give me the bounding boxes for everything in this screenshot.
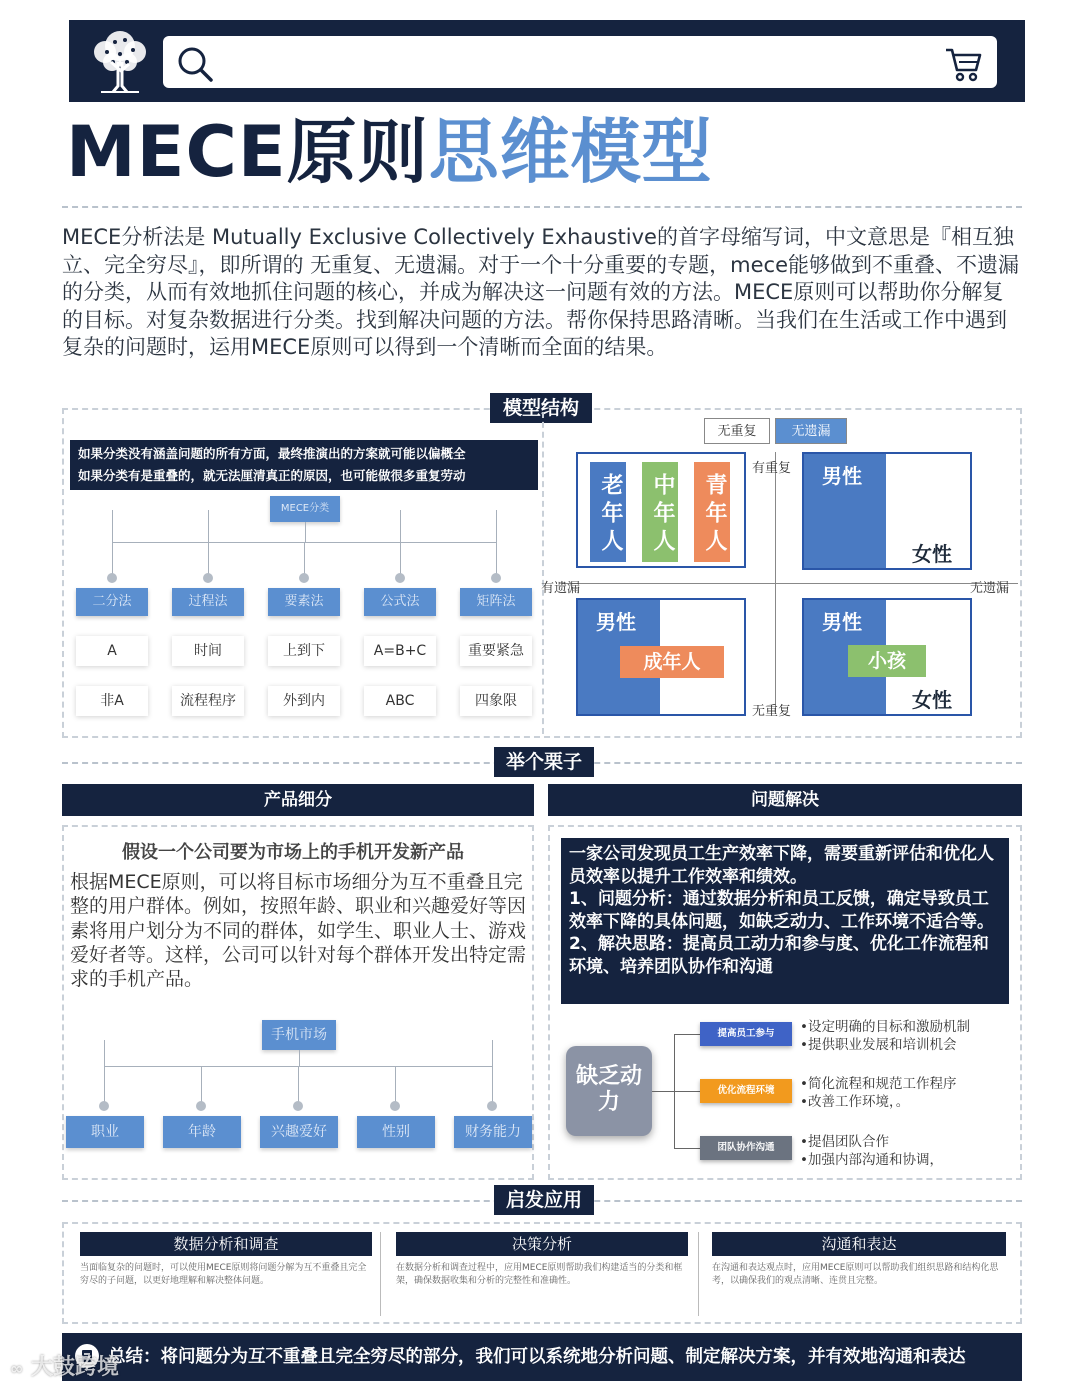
segment-middle-aged: 中年人 (642, 462, 678, 562)
axis-label-left: 有遗漏 (541, 581, 581, 596)
legend-no-duplicate: 无重复 (704, 418, 770, 444)
problem-solving-header: 问题解决 (548, 784, 1022, 816)
segment-node: 年龄 (163, 1116, 241, 1148)
method-example-cell: 流程程序 (172, 686, 244, 716)
method-process: 过程法 (172, 588, 244, 616)
segment-node: 财务能力 (454, 1116, 532, 1148)
label-male: 男性 (596, 610, 636, 634)
branch-bullets (800, 1018, 970, 1054)
connector (674, 1034, 700, 1035)
card-title: 决策分析 (396, 1232, 688, 1256)
axis-label-top: 有重复 (752, 461, 792, 476)
method-example-cell: 四象限 (460, 686, 532, 716)
node-dot (196, 1101, 206, 1111)
method-example-cell: ABC (364, 686, 436, 716)
label-male: 男性 (822, 610, 862, 634)
connector (298, 1066, 299, 1106)
tree-logo-icon (87, 26, 153, 96)
method-example-cell: 重要紧急 (460, 636, 532, 666)
page-title (66, 110, 713, 194)
connector (112, 510, 113, 578)
search-icon[interactable] (175, 44, 215, 84)
watermark (10, 1350, 119, 1381)
connector (652, 1091, 674, 1092)
summary-text: 总结：将问题分为互不重叠且完全穷尽的部分，我们可以系统地分析问题、制定解决方案，并有效地沟通和表达 (108, 1347, 966, 1367)
card-title: 沟通和表达 (712, 1232, 1006, 1256)
method-formula: 公式法 (364, 588, 436, 616)
bullet: •设定明确的目标和激励机制 (800, 1019, 970, 1035)
method-example-cell: 时间 (172, 636, 244, 666)
axis-label-bottom: 无重复 (752, 704, 792, 719)
label-child: 小孩 (848, 645, 926, 677)
connector (496, 510, 497, 578)
segment-elderly: 老年人 (590, 462, 626, 562)
connector (104, 1040, 105, 1106)
connector (201, 1066, 202, 1106)
connector (400, 510, 401, 578)
label-female: 女性 (912, 688, 952, 712)
mece-root-node: MECE分类 (270, 496, 340, 522)
application-label: 启发应用 (494, 1185, 594, 1215)
node-dot (299, 573, 309, 583)
method-example-cell: A (76, 636, 148, 666)
watermark-logo-icon: ∞ (10, 1359, 24, 1378)
bullet: •提供职业发展和培训机会 (800, 1037, 957, 1053)
connector (395, 1066, 396, 1106)
segment-young: 青年人 (694, 462, 730, 562)
axis-label-right: 无遗漏 (970, 581, 1010, 596)
label-adult: 成年人 (620, 646, 724, 678)
branch-tag-process: 优化流程环境 (700, 1079, 792, 1103)
title-accent: 思维模型 (428, 111, 713, 193)
vertical-axis (775, 452, 776, 714)
node-dot (99, 1101, 109, 1111)
card-text: 在沟通和表达观点时，应用MECE原则可以帮助我们组织思路和结构化思考，以确保我们的观点清晰、连贯且完整。 (712, 1263, 999, 1286)
method-example-cell: 非A (76, 686, 148, 716)
card-title: 数据分析和调查 (80, 1232, 372, 1256)
node-dot (203, 573, 213, 583)
node-dot (390, 1101, 400, 1111)
card-text: 在数据分析和调查过程中，应用MECE原则帮助我们构建适当的分类和框架，确保数据收集和分析的完整性和准确性。 (396, 1263, 683, 1286)
bullet: •提倡团队合作 (800, 1134, 889, 1150)
connector (674, 1091, 700, 1092)
intro-paragraph: MECE分析法是 Mutually Exclusive Collectively Exhaustive的首字母缩写词，中文意思是『相互独立、完全穷尽』，即所谓的 无重复、无遗漏。对于一个十分重要的专题，mece能够做到不重叠、不遗漏的分类，从而有效地抓住问题的核心，并成为解决这一问题有效的方法。MECE原则可以帮助你分解复的目标。对复杂数据进行分类。找到解决问题的方法。帮你保持思路清晰。当我们在生活或工作中遇到复杂的问题时，运用MECE原则可以得到一个清晰而全面的结果。 (62, 225, 1020, 359)
label-female: 女性 (912, 542, 952, 566)
warning-line-1: 如果分类没有涵盖问题的所有方面，最终推演出的方案就可能以偏概全 (78, 446, 466, 461)
branch-bullets (800, 1075, 956, 1111)
bullet: •加强内部沟通和协调， (800, 1152, 943, 1168)
problem-description: 一家公司发现员工生产效率下降，需要重新评估和优化人员效率以提升工作效率和绩效。 1、问题分析：通过数据分析和员工反馈，确定导致员工效率下降的具体问题，如缺乏动力、工作环境不适合等。 2、解决思路：提高员工动力和参与度、优化工作流程和环境、培养团队协作和沟通 (561, 838, 1009, 1004)
connector (492, 1040, 493, 1106)
model-structure-label: 模型结构 (490, 393, 592, 423)
title-main: MECE原则 (66, 111, 429, 193)
search-input[interactable] (163, 36, 997, 88)
example-body: 根据MECE原则，可以将目标市场细分为互不重叠且完整的用户群体。例如，按照年龄、职业和兴趣爱好等因素将用户划分为不同的群体，如学生、职业人士、游戏爱好者等。这样，公司可以针对每个群体开发出特定需求的手机产品。 (70, 871, 527, 991)
legend-no-omission: 无遗漏 (775, 418, 847, 444)
divider (380, 1232, 381, 1316)
method-dichotomy: 二分法 (76, 588, 148, 616)
cart-icon[interactable] (943, 44, 983, 84)
node-dot (293, 1101, 303, 1111)
bullet: •简化流程和规范工作程序 (800, 1076, 957, 1092)
node-dot (395, 573, 405, 583)
segment-node: 性别 (357, 1116, 435, 1148)
summary-bar (62, 1333, 1022, 1381)
connector (305, 522, 306, 542)
node-dot (107, 573, 117, 583)
branch-bullets (800, 1133, 943, 1169)
watermark-text: 大鼓跨境 (31, 1355, 120, 1380)
connector (208, 510, 209, 578)
phone-market-node: 手机市场 (262, 1020, 336, 1050)
branch-tag-engagement: 提高员工参与 (700, 1022, 792, 1046)
divider (62, 206, 1022, 208)
method-example-cell: 外到内 (268, 686, 340, 716)
label-male: 男性 (822, 464, 862, 488)
top-bar (69, 20, 1025, 102)
node-dot (491, 573, 501, 583)
method-matrix: 矩阵法 (460, 588, 532, 616)
branch-tag-teamwork: 团队协作沟通 (700, 1136, 792, 1160)
card-text: 当面临复杂的问题时，可以使用MECE原则将问题分解为互不重叠且完全穷尽的子问题，以更好地理解和解决整体问题。 (80, 1263, 367, 1286)
example-subtitle: 假设一个公司要为市场上的手机开发新产品 (122, 842, 464, 863)
connector (674, 1148, 700, 1149)
warning-note (70, 440, 538, 490)
example-label: 举个栗子 (494, 747, 594, 777)
method-example-cell: A=B+C (364, 636, 436, 666)
method-element: 要素法 (268, 588, 340, 616)
segment-node: 职业 (66, 1116, 144, 1148)
connector (299, 1050, 300, 1066)
bullet: •改善工作环境，。 (800, 1094, 910, 1110)
method-example-cell: 上到下 (268, 636, 340, 666)
segment-node: 兴趣爱好 (260, 1116, 338, 1148)
node-dot (487, 1101, 497, 1111)
horizontal-axis (562, 583, 1018, 584)
product-segmentation-header: 产品细分 (62, 784, 534, 816)
divider (542, 412, 544, 734)
divider (698, 1232, 699, 1316)
lack-motivation-node: 缺乏动力 (566, 1046, 652, 1136)
warning-line-2: 如果分类有是重叠的，就无法厘清真正的原因，也可能做很多重复劳动 (78, 468, 466, 483)
